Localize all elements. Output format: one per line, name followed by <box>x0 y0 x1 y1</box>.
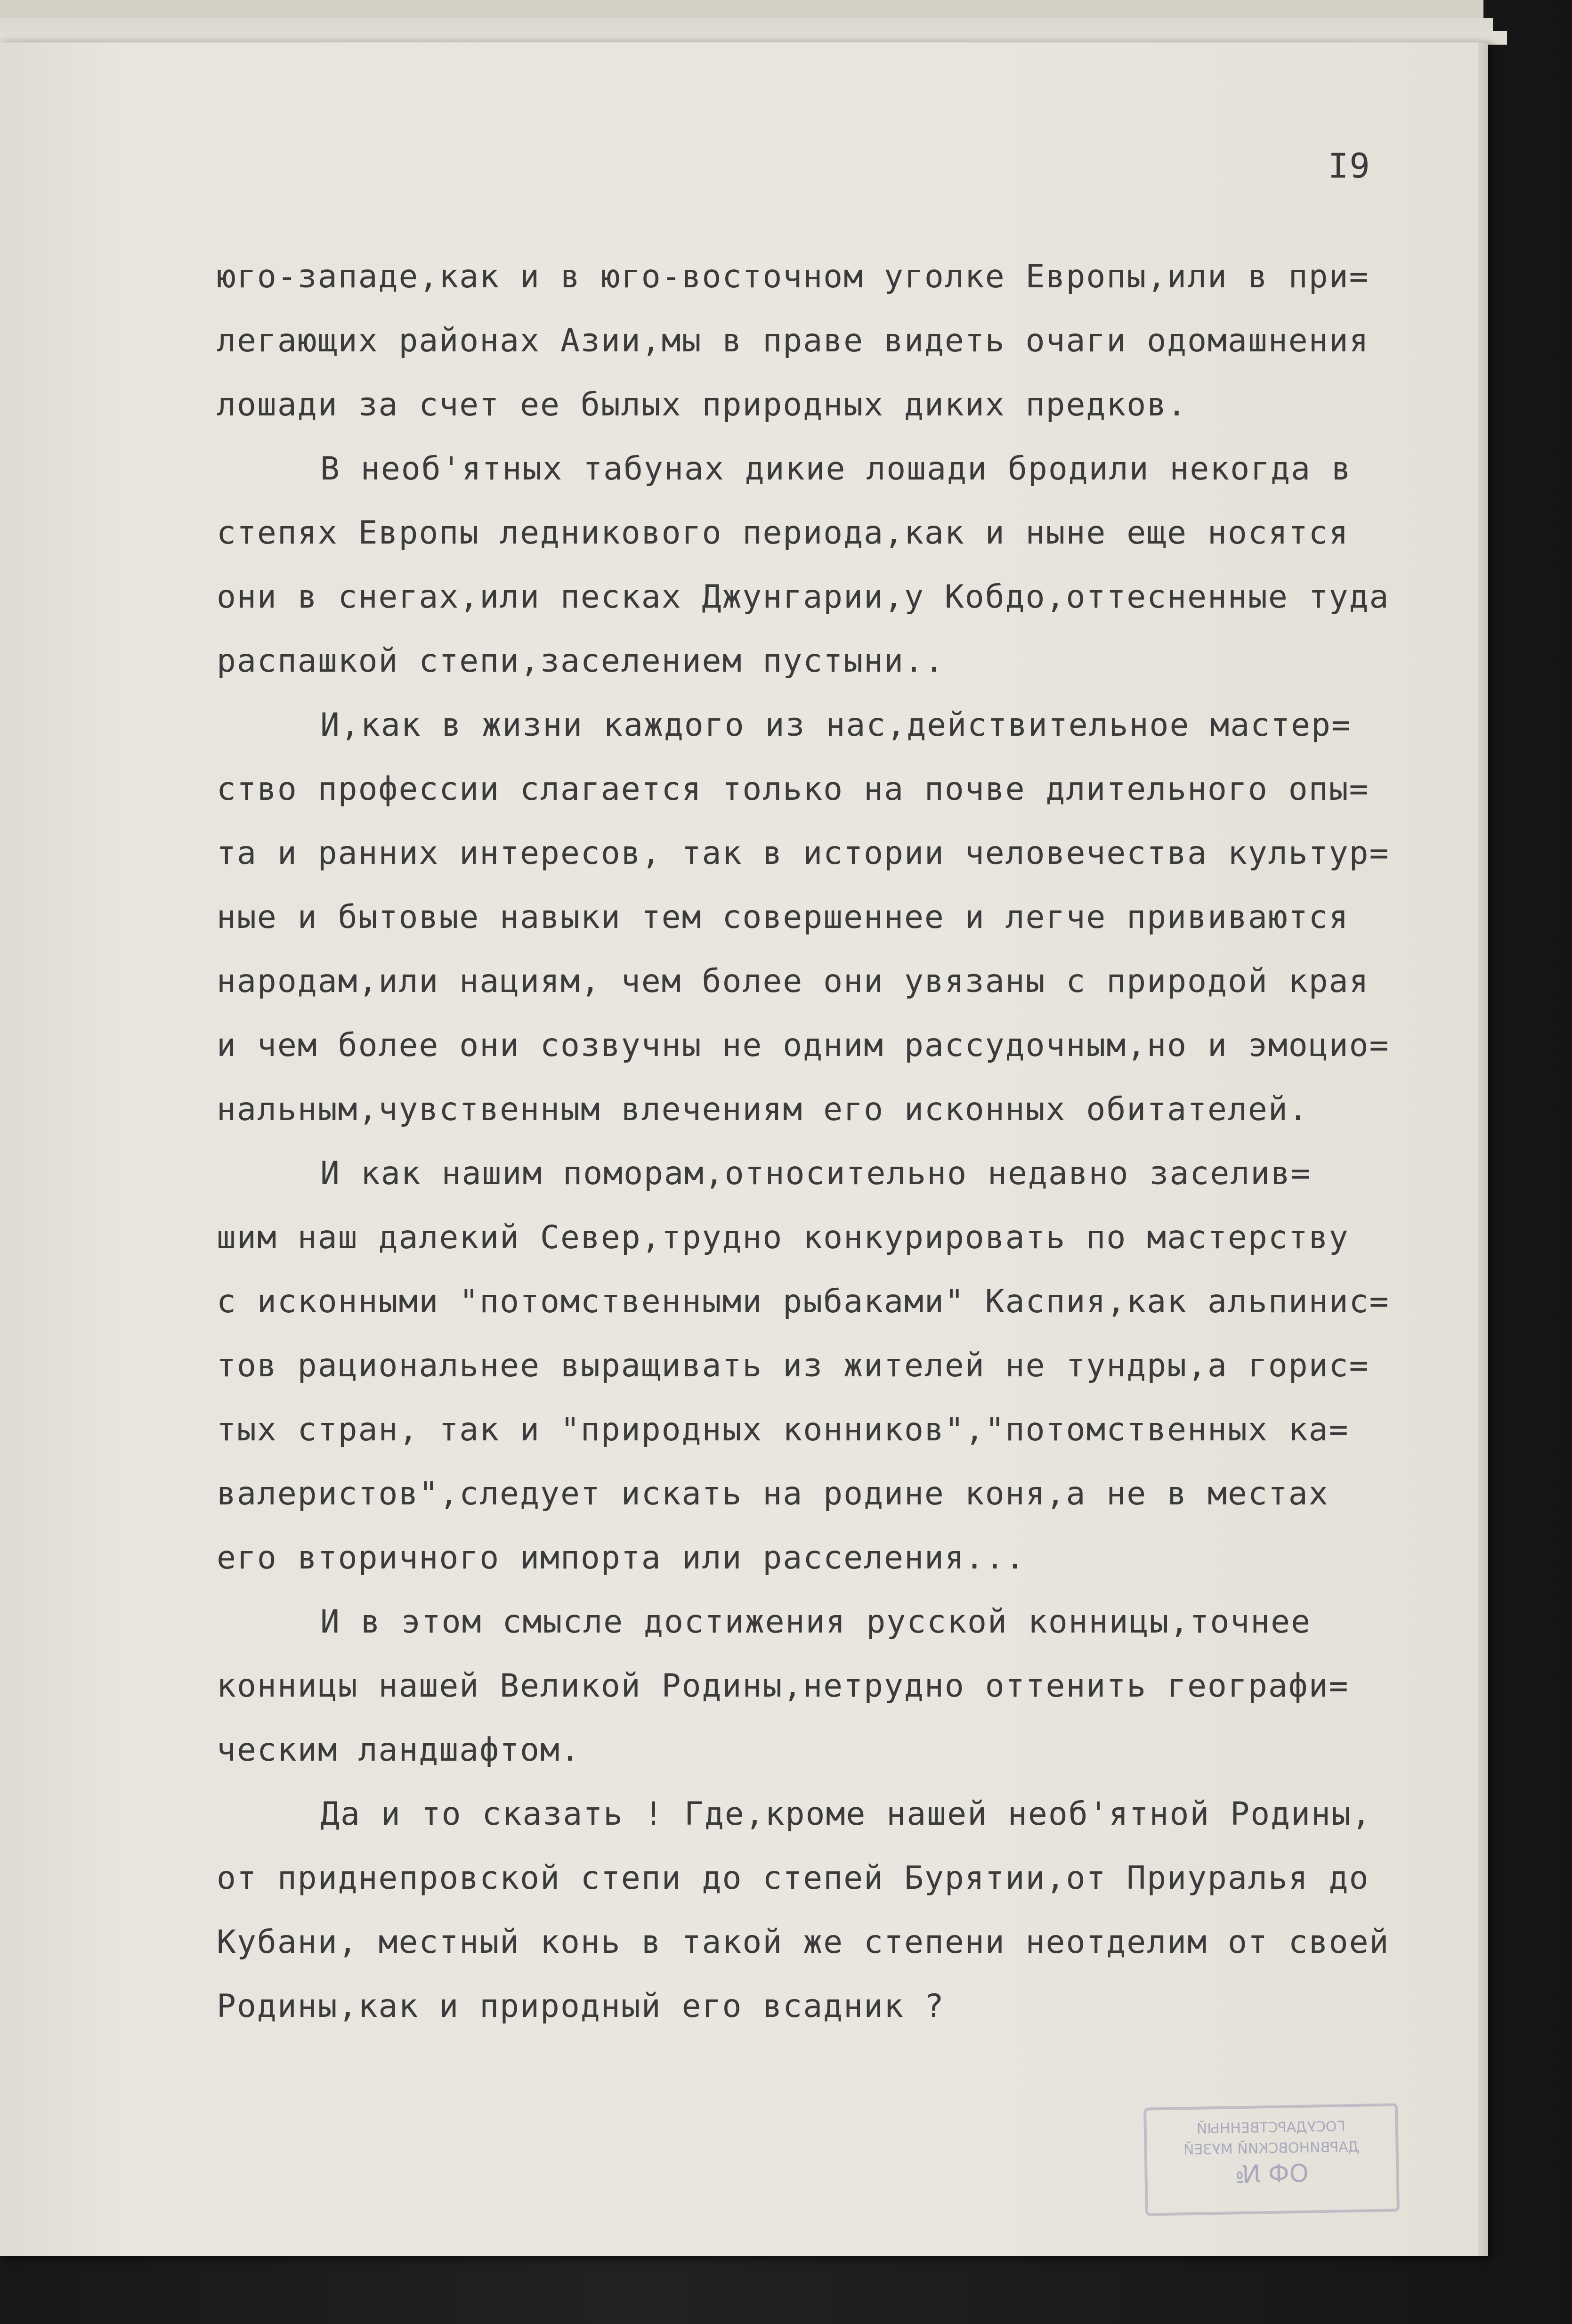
text-line: ческим ландшафтом. <box>217 1731 581 1769</box>
text-line: и чем более они созвучны не одним рассудочным,но и эмоцио= <box>217 1027 1390 1064</box>
text-line: валеристов",следует искать на родине коня,а не в местах <box>217 1475 1329 1512</box>
text-line: Родины,как и природный его всадник ? <box>217 1988 945 2025</box>
text-line: конницы нашей Великой Родины,нетрудно оттенить географи= <box>217 1667 1349 1705</box>
text-line: тов рациональнее выращивать из жителей не тундры,а горис= <box>217 1347 1369 1384</box>
text-line: ные и бытовые навыки тем совершеннее и легче прививаются <box>217 899 1349 936</box>
text-line: шим наш далекий Север,трудно конкурировать по мастерству <box>217 1219 1349 1256</box>
text-line: от приднепровской степи до степей Бурятии,от Приуралья до <box>217 1860 1369 1897</box>
text-line: нальным,чувственным влечениям его исконных обитателей. <box>217 1091 1309 1128</box>
text-line: распашкой степи,заселением пустыни.. <box>217 642 945 680</box>
text-line: Да и то сказать ! Где,кроме нашей необ'ятной Родины, <box>320 1796 1372 1833</box>
text-line: они в снегах,или песках Джунгарии,у Кобдо,оттесненные туда <box>217 578 1390 616</box>
typewritten-page <box>0 42 1488 2256</box>
museum-stamp <box>1143 2103 1400 2216</box>
text-line: ство профессии слагается только на почве длительного опы= <box>217 771 1369 808</box>
stamp-line: ГОСУДАРСТВЕННЫЙ <box>1196 2118 1346 2137</box>
page-number: I9 <box>1328 146 1371 186</box>
text-line: И,как в жизни каждого из нас,действительное мастер= <box>320 707 1352 744</box>
text-line: юго-западе,как и в юго-восточном уголке Европы,или в при= <box>217 258 1369 295</box>
back-sheet <box>0 0 1483 20</box>
text-line: И в этом смысле достижения русской конницы,точнее <box>320 1603 1312 1641</box>
text-line: та и ранних интересов, так в истории человечества культур= <box>217 835 1390 872</box>
text-line: с исконными "потомственными рыбаками" Каспия,как альпинис= <box>217 1283 1390 1320</box>
page-edge <box>1478 42 1488 2256</box>
stamp-number: ОФ № <box>1234 2159 1309 2189</box>
text-line: И как нашим поморам,относительно недавно заселив= <box>320 1155 1312 1192</box>
stamp-line: ДАРВИНОВСКИЙ МУЗЕЙ <box>1183 2138 1360 2159</box>
text-line: лошади за счет ее былых природных диких предков. <box>217 386 1188 423</box>
text-line: его вторичного импорта или расселения... <box>217 1539 1026 1576</box>
text-line: Кубани, местный конь в такой же степени неотделим от своей <box>217 1924 1390 1961</box>
text-line: народам,или нациям, чем более они увязаны с природой края <box>217 963 1369 1000</box>
text-line: тых стран, так и "природных конников","потомственных ка= <box>217 1411 1349 1448</box>
text-line: В необ'ятных табунах дикие лошади бродили некогда в <box>320 450 1352 488</box>
body-text <box>217 245 1422 2039</box>
text-line: степях Европы ледникового периода,как и ныне еще носятся <box>217 514 1349 552</box>
text-line: легающих районах Азии,мы в праве видеть очаги одомашнения <box>217 322 1369 359</box>
